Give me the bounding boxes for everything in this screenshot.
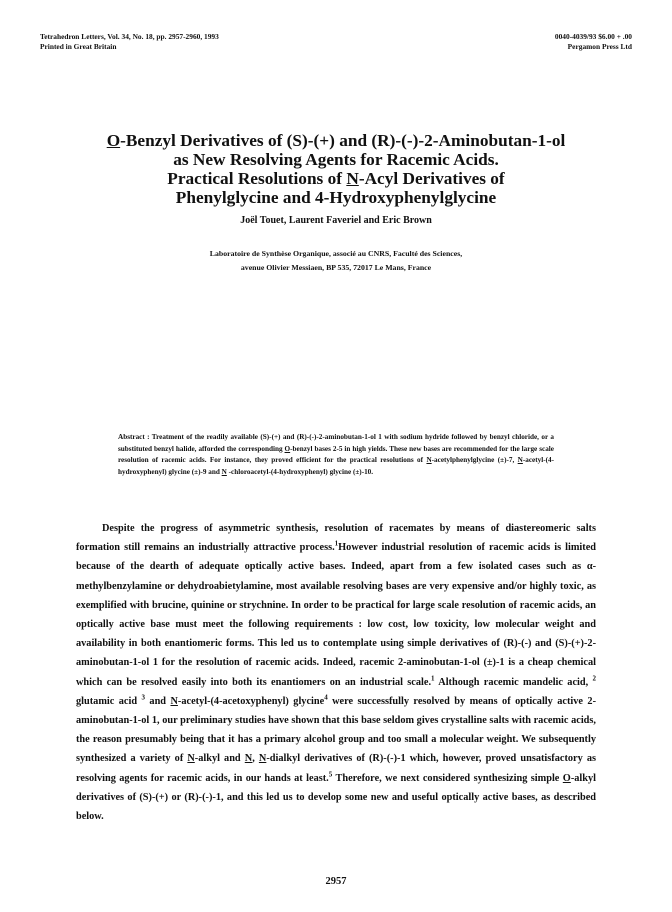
title-line-2: as New Resolving Agents for Racemic Acids. <box>173 150 499 169</box>
affiliation-line-2: avenue Olivier Messiaen, BP 535, 72017 Le Mans, France <box>240 263 432 272</box>
title-line-3: Practical Resolutions of N-Acyl Derivatives of <box>167 169 505 188</box>
citation-ref: 2 <box>592 674 596 683</box>
paper-title <box>60 131 612 207</box>
citation-ref: 4 <box>324 693 328 702</box>
affiliation-line-1: Laboratoire de Synthèse Organique, associé au CNRS, Faculté des Sciences, <box>209 249 463 258</box>
citation-ref: 5 <box>328 770 333 779</box>
abstract: Abstract : Treatment of the readily available (S)-(+) and (R)-(-)-2-aminobutan-1-ol 1 with sodium hydride followed by benzyl chloride, or a substituted benzyl halide, afforded the corresponding O-benzyl bases 2-5 in high yields. These new bases are recommended for the large scale resolution of racemic acids. For instance, they proved efficient for the practical resolutions of N-acetylphenylglycine (±)-7, N-acetyl-(4-hydroxyphenyl) glycine (±)-9 and N -chloroacetyl-(4-hydroxyphenyl) glycine (±)-10. <box>118 433 555 476</box>
publisher-name: Pergamon Press Ltd <box>567 42 632 51</box>
journal-line: Tetrahedron Letters, Vol. 34, No. 18, pp. 2957-2960, 1993 <box>40 32 219 41</box>
body-text <box>76 519 596 826</box>
title-line-4: Phenylglycine and 4-Hydroxyphenylglycine <box>175 188 497 207</box>
citation-ref: 3 <box>141 693 145 702</box>
paragraph: Despite the progress of asymmetric synthesis, resolution of racemates by means of diastereomeric salts formation still remains an industrially attractive process.$^1$However industrial resolution of racemic acids is limited because of the dearth of adequate optically active bases. Indeed, apart from a few isolated cases such as α-methylbenzylamine or dehydroabietylamine, most available resolving bases are very expensive and/or highly toxic, as exemplified with brucine, quinine or strychnine. In order to be practical for large scale resolution of racemic acids, an optically active base must meet the following requirements : low cost, low toxicity, low molecular weight and availability in both enantiomeric forms. This led us to contemplate using simple derivatives of (R)-(-) and (S)-(+)-2-aminobutan-1-ol 1 for the resolution of racemic acids. Indeed, racemic 2-aminobutan-1-ol (±)-1 is a cheap chemical which can be resolved easily into both its enantiomers on an industrial scale.$^1$ Although racemic mandelic acid, $^2$ glutamic acid $^3$ and N-acetyl-(4-acetoxyphenyl) glycine$^4$ were successfully resolved by means of optically active 2-aminobutan-1-ol 1, our preliminary studies have shown that this base seldom gives crystalline salts with racemic acids, the reason presumably being that it has a primary alcohol group and too small a molecular weight. We subsequently synthesized a variety of N-alkyl and N, N-dialkyl derivatives of (R)-(-)-1 which, however, proved unsatisfactory as resolving agents for racemic acids, in our hands at least.$^5$ Therefore, we next considered synthesizing simple O-alkyl derivatives of (S)-(+) or (R)-(-)-1, and this led us to develop some new and useful optically active bases, as described below. <box>76 523 597 823</box>
citation-ref: 1 <box>431 674 435 683</box>
price-code: 0040-4039/93 $6.00 + .00 <box>554 32 632 41</box>
author-list: Joël Touet, Laurent Faveriel and Eric Brown <box>240 215 432 226</box>
page-number: 2957 <box>325 876 347 887</box>
title-line-1: O-Benzyl Derivatives of (S)-(+) and (R)-(-)-2-Aminobutan-1-ol <box>106 131 566 150</box>
citation-ref: 1 <box>334 539 339 548</box>
printed-line: Printed in Great Britain <box>40 42 117 51</box>
journal-citation <box>40 32 219 52</box>
abstract-label: Abstract : <box>118 433 150 441</box>
publisher-code <box>555 32 632 52</box>
affiliation <box>60 247 612 275</box>
